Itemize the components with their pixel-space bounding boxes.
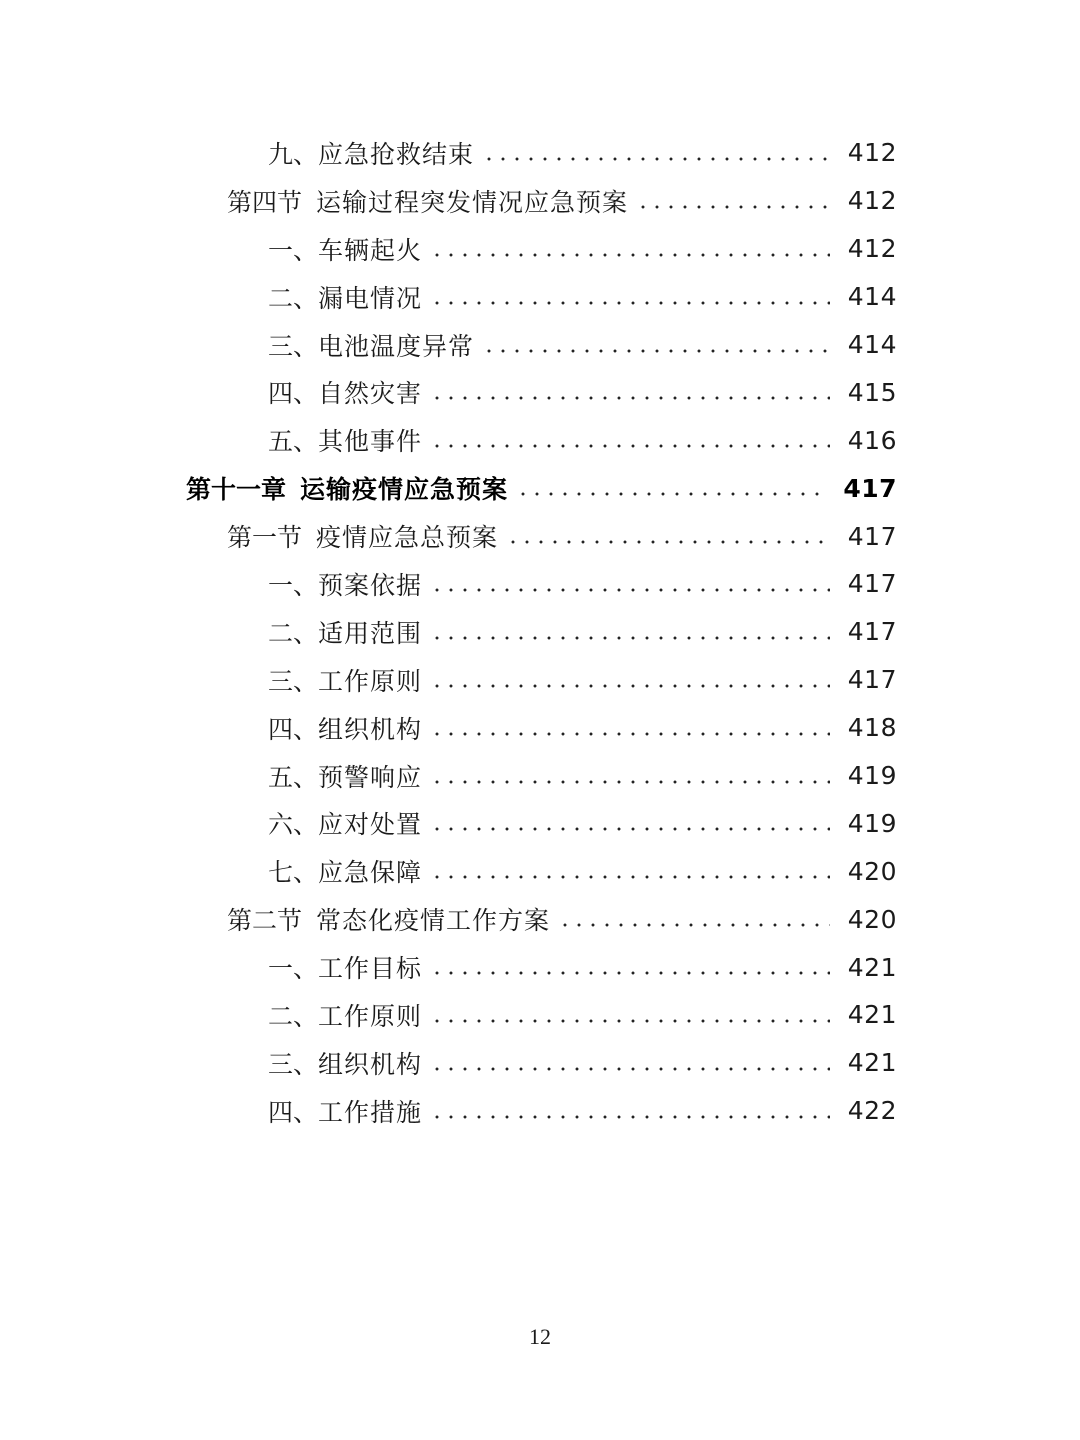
toc-entry-number: 六、	[268, 810, 319, 840]
toc-entry-page: 414	[847, 330, 897, 359]
toc-entry-number: 四、	[268, 379, 319, 409]
dot-leader	[482, 348, 830, 354]
dot-leader	[430, 1114, 830, 1120]
toc-entry-number: 一、	[268, 954, 319, 984]
toc-entry-title: 组织机构	[318, 1049, 423, 1079]
dot-leader	[430, 252, 830, 258]
toc-entry-title: 运输疫情应急预案	[300, 475, 509, 505]
toc-entry[interactable]	[0, 177, 1080, 225]
toc-entry-title: 自然灾害	[318, 379, 423, 409]
toc-entry-page: 418	[847, 713, 897, 743]
dot-leader	[558, 922, 830, 928]
toc-entry[interactable]	[0, 1039, 1080, 1087]
toc-entry-page: 415	[847, 377, 897, 407]
toc-entry-number: 三、	[268, 331, 319, 361]
toc-entry-page: 417	[847, 521, 897, 551]
toc-entry[interactable]	[0, 1087, 1080, 1135]
dot-leader	[430, 300, 830, 306]
toc-entry[interactable]	[0, 752, 1080, 800]
toc-chapter-entry[interactable]	[0, 464, 1080, 512]
toc-entry-title: 适用范围	[318, 618, 423, 648]
dot-leader	[506, 539, 830, 545]
toc-entry-title: 运输过程突发情况应急预案	[316, 187, 629, 217]
toc-entry-number: 二、	[268, 1001, 319, 1031]
toc-entry-page: 421	[847, 952, 897, 982]
toc-entry-title: 漏电情况	[318, 283, 423, 313]
toc-entry-page: 412	[847, 234, 897, 264]
dot-leader	[430, 874, 830, 880]
toc-entry-page: 417	[847, 617, 897, 647]
toc-entry[interactable]	[0, 847, 1080, 895]
toc-entry-number: 二、	[268, 618, 319, 648]
dot-leader	[430, 731, 830, 737]
toc-entry[interactable]	[0, 895, 1080, 943]
toc-entry-title: 工作目标	[318, 954, 423, 984]
toc-entry-page: 412	[847, 138, 897, 168]
toc-entry-page: 414	[847, 282, 897, 312]
toc-entry-number: 四、	[268, 714, 319, 744]
toc-entry-title: 工作措施	[318, 1097, 423, 1127]
toc-entry-title: 工作原则	[318, 1001, 423, 1031]
toc-entry[interactable]	[0, 225, 1080, 273]
toc-entry[interactable]	[0, 608, 1080, 656]
toc-entry-number: 第十一章	[186, 475, 287, 505]
toc-entry-number: 五、	[268, 427, 319, 457]
toc-entry-number: 四、	[268, 1097, 319, 1127]
toc-entry-page: 420	[847, 856, 897, 886]
toc-entry-page: 416	[847, 425, 897, 455]
toc-entry[interactable]	[0, 943, 1080, 991]
toc-entry[interactable]	[0, 512, 1080, 560]
toc-entry-title: 应急抢救结束	[318, 139, 475, 169]
table-of-contents	[0, 129, 1080, 1135]
toc-entry-number: 一、	[268, 570, 319, 600]
toc-entry-number: 第二节	[227, 906, 303, 936]
toc-entry-number: 五、	[268, 762, 319, 792]
toc-entry-number: 一、	[268, 235, 319, 265]
toc-entry-number: 三、	[268, 666, 319, 696]
toc-entry-title: 预警响应	[318, 762, 423, 792]
dot-leader	[430, 683, 830, 689]
dot-leader	[430, 779, 830, 785]
dot-leader	[430, 635, 830, 641]
dot-leader	[516, 491, 825, 497]
toc-entry-title: 车辆起火	[318, 235, 423, 265]
toc-entry-title: 电池温度异常	[318, 331, 475, 361]
toc-entry-title: 组织机构	[318, 714, 423, 744]
toc-entry[interactable]	[0, 321, 1080, 369]
dot-leader	[430, 826, 830, 832]
dot-leader	[430, 395, 830, 401]
dot-leader	[430, 970, 830, 976]
toc-entry-number: 七、	[268, 858, 319, 888]
toc-entry-page: 419	[847, 761, 897, 791]
toc-entry[interactable]	[0, 416, 1080, 464]
toc-entry[interactable]	[0, 560, 1080, 608]
toc-entry[interactable]	[0, 129, 1080, 177]
toc-entry-number: 九、	[268, 139, 319, 169]
toc-entry-number: 第一节	[227, 523, 303, 553]
toc-entry-title: 其他事件	[318, 427, 423, 457]
toc-entry-page: 421	[847, 1048, 897, 1078]
toc-entry-page: 421	[847, 1000, 897, 1030]
toc-entry-title: 预案依据	[318, 570, 423, 600]
toc-entry-number: 二、	[268, 283, 319, 313]
dot-leader	[430, 1066, 830, 1072]
toc-entry-title: 工作原则	[318, 666, 423, 696]
dot-leader	[430, 443, 830, 449]
toc-entry-number: 第四节	[227, 187, 303, 217]
toc-entry-page: 422	[847, 1096, 897, 1126]
toc-entry-title: 常态化疫情工作方案	[316, 906, 551, 936]
dot-leader	[482, 156, 830, 162]
toc-entry-page: 420	[847, 904, 897, 934]
page-number: 12	[529, 1324, 551, 1349]
toc-entry[interactable]	[0, 991, 1080, 1039]
toc-entry-title: 应对处置	[318, 810, 423, 840]
toc-entry[interactable]	[0, 799, 1080, 847]
toc-entry-page: 417	[843, 473, 897, 503]
toc-entry[interactable]	[0, 704, 1080, 752]
toc-entry[interactable]	[0, 656, 1080, 704]
toc-entry-page: 417	[847, 665, 897, 695]
toc-entry-title: 疫情应急总预案	[316, 523, 499, 553]
toc-entry-number: 三、	[268, 1049, 319, 1079]
dot-leader	[430, 587, 830, 593]
dot-leader	[636, 204, 830, 210]
dot-leader	[430, 1018, 830, 1024]
toc-entry-page: 419	[847, 808, 897, 838]
toc-entry[interactable]	[0, 273, 1080, 321]
toc-entry-page: 417	[847, 569, 897, 599]
toc-entry-page: 412	[847, 186, 897, 216]
toc-entry-title: 应急保障	[318, 858, 423, 888]
toc-entry[interactable]	[0, 368, 1080, 416]
